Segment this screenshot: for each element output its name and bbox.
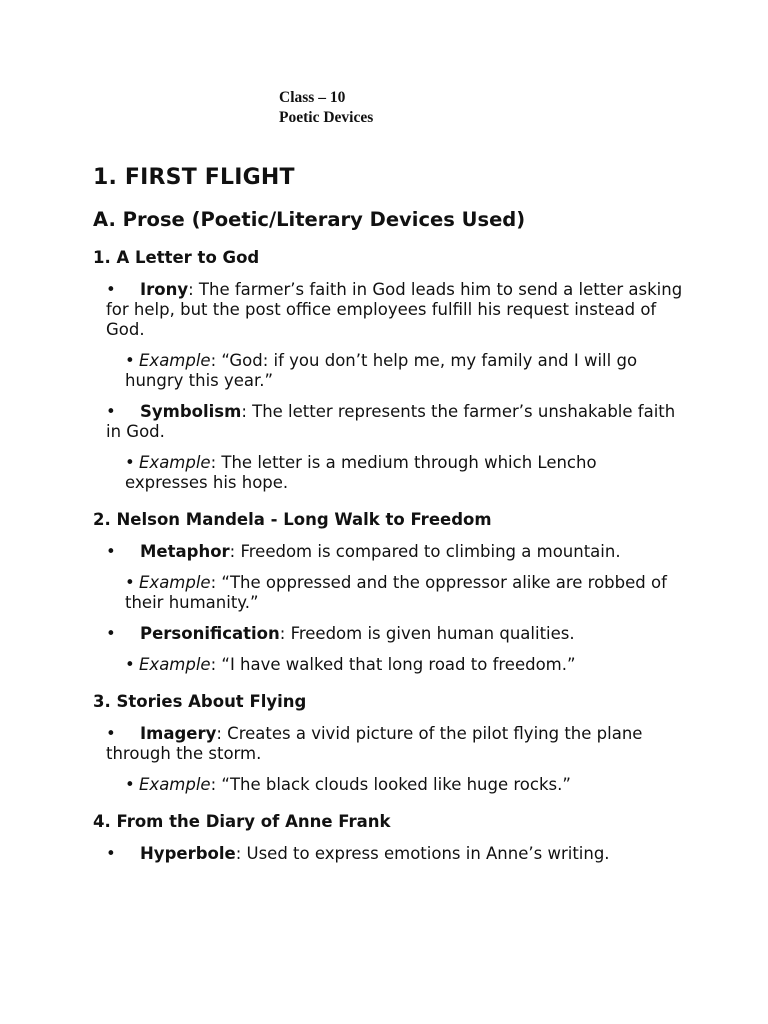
bullet-icon: • [125, 775, 135, 794]
device-item [106, 724, 684, 764]
document-content [93, 164, 693, 864]
device-item [106, 280, 684, 340]
example-label: Example [139, 351, 211, 370]
example-text: : “God: if you don’t help me, my family and I will go hungry this year.” [125, 351, 638, 390]
bullet-icon: • [125, 453, 135, 472]
device-name: Imagery [140, 724, 217, 743]
bullet-icon: • [125, 655, 135, 674]
device-name: Personification [140, 624, 280, 643]
bullet-icon: • [106, 624, 116, 643]
device-item [106, 542, 684, 562]
section-title: 1. FIRST FLIGHT [93, 165, 295, 190]
example-item [125, 351, 670, 391]
bullet-icon: • [106, 724, 116, 743]
device-description: : The letter represents the farmer’s unshakable faith in God. [106, 402, 676, 441]
example-label: Example [139, 655, 211, 674]
device-item [106, 844, 684, 864]
bullet-icon: • [106, 402, 116, 421]
chapter-title: 1. A Letter to God [93, 248, 260, 267]
example-label: Example [139, 453, 211, 472]
device-name: Irony [140, 280, 189, 299]
device-item [106, 624, 684, 644]
subject-label: Poetic Devices [279, 109, 374, 126]
bullet-icon: • [106, 280, 116, 299]
bullet-icon: • [106, 844, 116, 863]
example-label: Example [139, 573, 211, 592]
chapter-title: 3. Stories About Flying [93, 692, 307, 711]
example-text: : The letter is a medium through which Lencho expresses his hope. [125, 453, 597, 492]
device-description: : Creates a vivid picture of the pilot flying the plane through the storm. [106, 724, 643, 763]
device-description: : The farmer’s faith in God leads him to send a letter asking for help, but the post office employees fulfill his request instead of God. [106, 280, 683, 339]
device-description: : Used to express emotions in Anne’s writing. [235, 844, 610, 863]
document-header [279, 88, 373, 128]
example-item [125, 655, 670, 675]
chapter-title: 4. From the Diary of Anne Frank [93, 812, 391, 831]
example-text: : “The black clouds looked like huge rocks.” [210, 775, 571, 794]
example-text: : “The oppressed and the oppressor alike are robbed of their humanity.” [125, 573, 667, 612]
bullet-icon: • [125, 351, 135, 370]
device-name: Symbolism [140, 402, 242, 421]
device-name: Hyperbole [140, 844, 236, 863]
chapter-title: 2. Nelson Mandela - Long Walk to Freedom [93, 510, 492, 529]
example-item [125, 453, 670, 493]
example-item [125, 775, 670, 795]
class-label: Class – 10 [279, 89, 346, 106]
bullet-icon: • [125, 573, 135, 592]
device-item [106, 402, 684, 442]
section-subtitle: A. Prose (Poetic/Literary Devices Used) [93, 208, 526, 231]
device-description: : Freedom is given human qualities. [279, 624, 575, 643]
example-label: Example [139, 775, 211, 794]
bullet-icon: • [106, 542, 116, 561]
example-text: : “I have walked that long road to freedom.” [210, 655, 576, 674]
device-name: Metaphor [140, 542, 230, 561]
example-item [125, 573, 670, 613]
device-description: : Freedom is compared to climbing a mountain. [229, 542, 621, 561]
